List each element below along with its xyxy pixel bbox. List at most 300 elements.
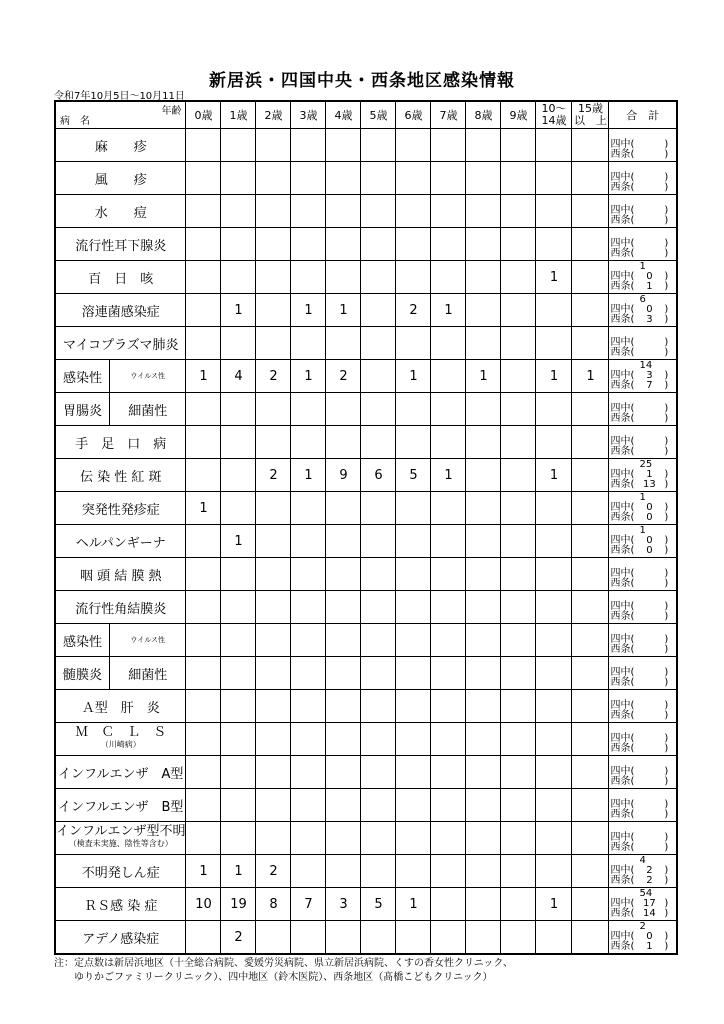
count-cell [572,426,609,459]
disease-name: 風 疹 [55,162,186,195]
count-cell [396,228,431,261]
count-cell [256,294,291,327]
count-cell [466,162,501,195]
count-cell [186,723,221,756]
total-cell [609,459,677,492]
count-cell [291,624,326,657]
paren-close: ) [664,248,669,259]
table-row [55,492,677,525]
age-header: 6歳 [396,101,431,129]
count-cell [396,261,431,294]
count-cell [186,822,221,855]
table-row [55,723,677,756]
total-cell [609,294,677,327]
count-cell [501,393,536,426]
count-cell [466,228,501,261]
region-saijo-label: 西条( [610,281,635,292]
count-cell [431,789,466,822]
age-header: 7歳 [431,101,466,129]
age-header: 5歳 [361,101,396,129]
paren-close: ) [664,941,669,952]
disease-name: 流行性耳下腺炎 [55,228,186,261]
count-cell [572,789,609,822]
paren-close: ) [664,611,669,622]
count-cell [501,129,536,162]
region-saijo-label: 西条( [610,875,635,886]
region-shikokuchuo-label: 四中( [610,766,635,777]
count-cell [572,393,609,426]
count-cell [396,162,431,195]
count-cell [431,426,466,459]
count-cell [431,921,466,955]
count-cell [326,855,361,888]
paren-close: ) [664,446,669,457]
region-shikokuchuo-label: 四中( [610,865,635,876]
disease-name: インフルエンザ A型 [55,756,186,789]
table-row [55,129,677,162]
count-cell [431,393,466,426]
count-cell [256,723,291,756]
paren-close: ) [664,304,669,315]
count-cell [501,888,536,921]
count-cell [326,228,361,261]
count-cell [572,525,609,558]
count-cell [501,162,536,195]
paren-close: ) [664,535,669,546]
count-cell [361,855,396,888]
region-saijo-label: 西条( [610,941,635,952]
count-cell [361,624,396,657]
count-cell: 1 [536,360,572,393]
count-cell [431,558,466,591]
count-cell: 9 [326,459,361,492]
count-cell [291,723,326,756]
count-cell [326,921,361,955]
total-cell [609,591,677,624]
count-cell [291,228,326,261]
age-header: 0歳 [186,101,221,129]
count-cell [326,261,361,294]
count-cell [326,129,361,162]
count-cell [291,492,326,525]
region-saijo-label: 西条( [610,578,635,589]
region-saijo-value: 0 [646,545,653,556]
count-cell: 1 [291,459,326,492]
paren-close: ) [664,842,669,853]
region-shikokuchuo-label: 四中( [610,337,635,348]
disease-name: アデノ感染症 [55,921,186,955]
count-cell [361,426,396,459]
count-cell [466,723,501,756]
count-cell [536,525,572,558]
count-cell: 1 [221,294,256,327]
count-cell [361,195,396,228]
disease-name-main: Ｍ Ｃ Ｌ Ｓ [75,725,167,740]
count-cell [466,492,501,525]
footnote-line-2: ゆりかごファミリークリニック）、四中地区（鈴木医院）、西条地区（髙橋こどもクリニック） [54,972,493,983]
count-cell [186,327,221,360]
count-cell [221,327,256,360]
disease-name: 百 日 咳 [55,261,186,294]
region-saijo-label: 西条( [610,215,635,226]
table-row [55,822,677,855]
count-cell [536,162,572,195]
disease-name: 流行性角結膜炎 [55,591,186,624]
paren-close: ) [664,182,669,193]
paren-close: ) [664,908,669,919]
region-saijo-label: 西条( [610,611,635,622]
total-sum: 1 [639,261,646,272]
paren-close: ) [664,568,669,579]
count-cell: 1 [221,525,256,558]
region-shikokuchuo-value: 0 [646,271,653,282]
paren-close: ) [664,667,669,678]
count-cell [221,261,256,294]
count-cell [186,459,221,492]
category-right: 細菌性 [109,393,186,426]
table-row [55,789,677,822]
region-shikokuchuo-label: 四中( [610,667,635,678]
count-cell [572,822,609,855]
count-cell [536,228,572,261]
count-cell [186,789,221,822]
count-cell: 1 [431,459,466,492]
count-cell: 2 [221,921,256,955]
count-cell [326,393,361,426]
region-saijo-label: 西条( [610,842,635,853]
count-cell [361,360,396,393]
count-cell [572,921,609,955]
count-cell [466,921,501,955]
count-cell [501,855,536,888]
count-cell [466,822,501,855]
count-cell [221,393,256,426]
count-cell [501,294,536,327]
table-row [55,294,677,327]
paren-close: ) [664,644,669,655]
count-cell [326,327,361,360]
total-cell [609,261,677,294]
count-cell [466,459,501,492]
count-cell [326,162,361,195]
count-cell: 1 [291,294,326,327]
count-cell [501,657,536,690]
disease-name: 咽 頭 結 膜 熱 [55,558,186,591]
count-cell [431,492,466,525]
count-cell [326,558,361,591]
region-shikokuchuo-label: 四中( [610,799,635,810]
paren-close: ) [664,139,669,150]
region-shikokuchuo-label: 四中( [610,898,635,909]
count-cell [466,294,501,327]
count-cell [572,327,609,360]
region-saijo-label: 西条( [610,776,635,787]
region-shikokuchuo-label: 四中( [610,733,635,744]
table-row [55,261,677,294]
report-period: 令和7年10月5日～10月11日 [54,91,185,102]
paren-close: ) [664,479,669,490]
count-cell: 1 [536,459,572,492]
category-left: 胃腸炎 [55,393,109,426]
count-cell: 1 [536,261,572,294]
count-cell [291,327,326,360]
count-cell [396,624,431,657]
count-cell [256,393,291,426]
count-cell [326,591,361,624]
region-shikokuchuo-value: 0 [646,535,653,546]
count-cell: 4 [221,360,256,393]
count-cell: 8 [256,888,291,921]
count-cell [501,525,536,558]
count-cell [431,327,466,360]
paren-close: ) [664,766,669,777]
total-cell [609,129,677,162]
count-cell [536,558,572,591]
category-right: ウイルス性 [109,360,186,393]
total-sum: 2 [639,921,646,932]
paren-close: ) [664,149,669,160]
total-cell [609,327,677,360]
count-cell [186,129,221,162]
count-cell [186,591,221,624]
count-cell [466,558,501,591]
count-cell [291,195,326,228]
count-cell [396,822,431,855]
region-saijo-label: 西条( [610,446,635,457]
count-cell [291,855,326,888]
count-cell [536,426,572,459]
paren-close: ) [664,875,669,886]
region-saijo-value: 3 [646,314,653,325]
count-cell [291,690,326,723]
count-cell [572,459,609,492]
count-cell [501,591,536,624]
count-cell [536,195,572,228]
table-row [55,624,677,657]
region-shikokuchuo-value: 0 [646,931,653,942]
count-cell [396,525,431,558]
count-cell [572,492,609,525]
count-cell [466,657,501,690]
paren-close: ) [664,601,669,612]
count-cell [256,426,291,459]
count-cell [501,921,536,955]
region-shikokuchuo-label: 四中( [610,469,635,480]
count-cell [326,492,361,525]
region-saijo-label: 西条( [610,479,635,490]
count-cell [256,591,291,624]
count-cell: 2 [256,459,291,492]
count-cell [361,921,396,955]
count-cell [501,756,536,789]
count-cell [221,162,256,195]
count-cell [221,426,256,459]
count-cell [466,789,501,822]
region-saijo-label: 西条( [610,809,635,820]
paren-close: ) [664,832,669,843]
count-cell [572,756,609,789]
count-cell [361,492,396,525]
count-cell [361,393,396,426]
count-cell [466,327,501,360]
region-shikokuchuo-label: 四中( [610,502,635,513]
table-row [55,360,677,393]
paren-close: ) [664,172,669,183]
disease-name: 不明発しん症 [55,855,186,888]
total-sum: 1 [639,492,646,503]
count-cell [466,393,501,426]
count-cell [396,921,431,955]
age-header: 2歳 [256,101,291,129]
count-cell [536,624,572,657]
count-cell [256,195,291,228]
count-cell [501,624,536,657]
count-cell [256,492,291,525]
age-header-10-14-bottom: 14歳 [541,114,567,127]
count-cell [291,756,326,789]
count-cell [572,294,609,327]
count-cell [572,195,609,228]
count-cell [186,756,221,789]
count-cell [361,261,396,294]
disease-name: 伝 染 性 紅 斑 [55,459,186,492]
paren-close: ) [664,403,669,414]
count-cell [536,294,572,327]
disease-name: ヘルパンギーナ [55,525,186,558]
table-row [55,855,677,888]
count-cell [536,492,572,525]
disease-name: インフルエンザ B型 [55,789,186,822]
paren-close: ) [664,215,669,226]
count-cell [536,789,572,822]
count-cell [326,657,361,690]
total-cell [609,921,677,955]
count-cell [186,393,221,426]
region-shikokuchuo-label: 四中( [610,172,635,183]
count-cell [186,228,221,261]
region-saijo-label: 西条( [610,743,635,754]
count-cell [396,723,431,756]
table-row [55,459,677,492]
count-cell [361,822,396,855]
paren-close: ) [664,205,669,216]
total-cell [609,360,677,393]
count-cell [396,855,431,888]
count-cell [572,591,609,624]
count-cell [466,525,501,558]
count-cell: 10 [186,888,221,921]
table-row [55,327,677,360]
count-cell [256,624,291,657]
count-cell [572,657,609,690]
region-saijo-label: 西条( [610,710,635,721]
count-cell [221,195,256,228]
region-saijo-value: 14 [643,908,656,919]
count-cell [572,261,609,294]
paren-close: ) [664,776,669,787]
table-row [55,591,677,624]
count-cell [536,327,572,360]
count-cell: 7 [291,888,326,921]
count-cell: 1 [186,855,221,888]
count-cell [221,657,256,690]
paren-close: ) [664,898,669,909]
count-cell: 6 [361,459,396,492]
disease-name-main: インフルエンザ型不明 [56,824,186,839]
count-cell: 5 [396,459,431,492]
age-header-15plus-top: 15歳 [577,102,603,115]
table-row [55,525,677,558]
total-header: 合 計 [609,101,677,129]
count-cell [431,822,466,855]
count-cell [431,690,466,723]
paren-close: ) [664,271,669,282]
paren-close: ) [664,370,669,381]
region-saijo-value: 1 [646,941,653,952]
count-cell [431,624,466,657]
count-cell [501,492,536,525]
disease-name [55,822,186,855]
region-shikokuchuo-label: 四中( [610,436,635,447]
count-cell: 1 [396,360,431,393]
count-cell [256,327,291,360]
total-cell [609,228,677,261]
paren-close: ) [664,743,669,754]
category-right: 細菌性 [109,657,186,690]
count-cell [291,393,326,426]
total-cell [609,756,677,789]
paren-close: ) [664,469,669,480]
count-cell [501,558,536,591]
header-row [55,101,677,129]
count-cell [572,228,609,261]
count-cell [221,723,256,756]
count-cell [466,690,501,723]
count-cell: 1 [291,360,326,393]
region-shikokuchuo-label: 四中( [610,568,635,579]
disease-name: 水 痘 [55,195,186,228]
category-right: ウイルス性 [109,624,186,657]
count-cell [572,558,609,591]
count-cell [536,756,572,789]
total-cell [609,162,677,195]
count-cell: 1 [396,888,431,921]
region-saijo-value: 13 [643,479,656,490]
total-cell [609,393,677,426]
paren-close: ) [664,512,669,523]
count-cell [361,129,396,162]
count-cell [291,921,326,955]
count-cell [186,657,221,690]
count-cell [221,789,256,822]
count-cell [396,327,431,360]
region-shikokuchuo-label: 四中( [610,832,635,843]
count-cell [186,525,221,558]
region-shikokuchuo-label: 四中( [610,139,635,150]
count-cell [256,228,291,261]
count-cell [256,822,291,855]
count-cell [256,525,291,558]
count-cell [221,756,256,789]
count-cell [501,690,536,723]
table-row [55,228,677,261]
count-cell [186,921,221,955]
count-cell [466,624,501,657]
paren-close: ) [664,634,669,645]
count-cell [536,723,572,756]
total-cell [609,624,677,657]
infection-table [54,100,678,955]
